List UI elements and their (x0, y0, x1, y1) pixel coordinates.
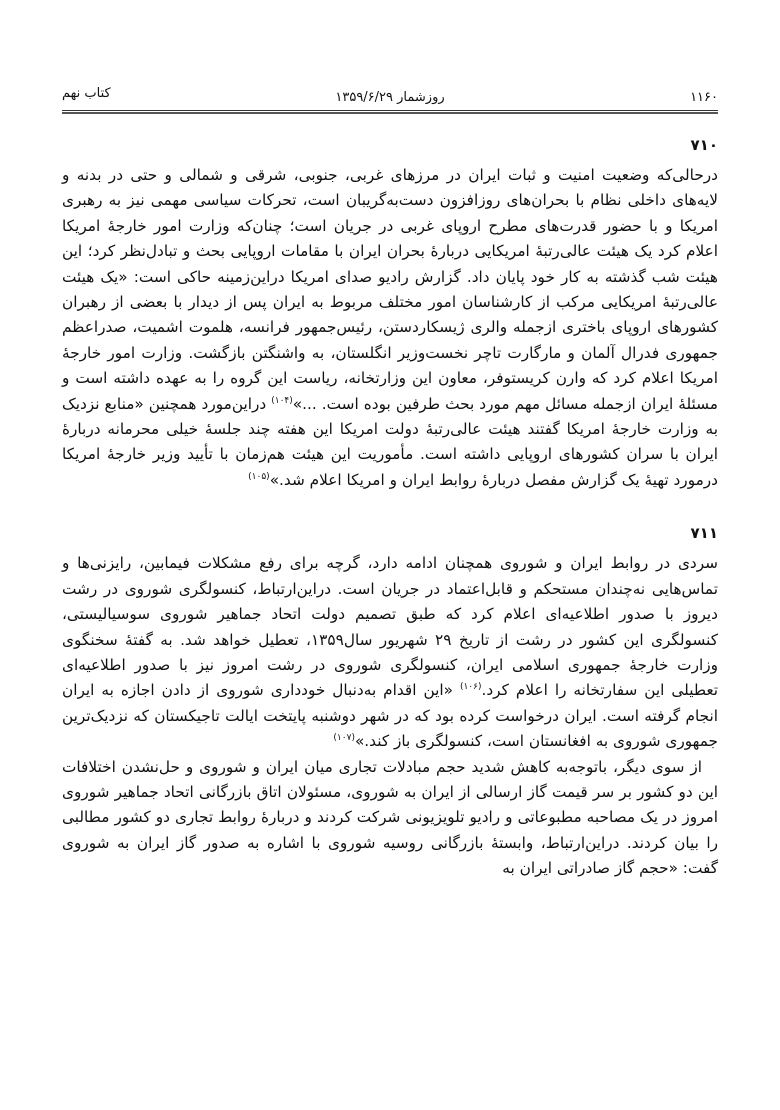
paragraph (62, 163, 718, 493)
document-page (62, 0, 718, 1110)
section-number: ۷۱۱ (690, 524, 718, 543)
paragraph-text: دراین‌مورد همچنین «منابع نزدیک به وزارت خارجهٔ امریکا گفتند هیئت عالی‌رتبهٔ دولت امریکا این هفته چند جلسهٔ خیلی محرمانه دربارهٔ ایران با سران کشورهای اروپایی داشته است. مأموریت این هیئت هم‌زمان با تأیید وزیر خارجهٔ امریکا درمورد تهیهٔ یک گزارش مفصل دربارهٔ روابط ایران و امریکا اعلام شد.» (62, 394, 718, 489)
paragraph-text: درحالی‌که وضعیت امنیت و ثبات ایران در مرزهای غربی، جنوبی، شرقی و شمالی و حتی در بدنه و لایه‌های داخلی نظام با بحران‌های روزافزون دست‌به‌گریبان است، تحرکات سیاسی مهمی نیز به رهبری امریکا و با حضور قدرت‌های مطرح اروپای غربی در جریان است؛ چنان‌که وزارت امور خارجهٔ امریکا اعلام کرد یک هیئت عالی‌رتبهٔ امریکایی دربارهٔ بحران ایران با مقامات اروپایی بحث و تبادل‌نظر کرد؛ این هیئت شب گذشته به کار خود پایان داد. گزارش رادیو صدای امریکا دراین‌زمینه حاکی است: «یک هیئت عالی‌رتبهٔ امریکایی مرکب از کارشناسان امور مختلف مربوط به ایران پس از دیدار با بعضی از رهبران کشورهای اروپای باختری ازجمله والری ژیسکاردستن، رئیس‌جمهور فرانسه، هلموت اشمیت، صدراعظم جمهوری فدرال آلمان و مارگارت تاچر نخست‌وزیر انگلستان، به واشنگتن بازگشت. وزارت امور خارجهٔ امریکا اعلام کرد که وارن کریستوفر، معاون این وزارتخانه، ریاست این گروه را به عهده داشته است و مسئلهٔ ایران ازجمله مسائل مهم مورد بحث طرفین بوده است. ...» (62, 166, 718, 413)
footnote-ref: (۱۰۷) (333, 733, 355, 744)
paragraph (62, 755, 718, 882)
section-number: ۷۱۰ (690, 136, 718, 154)
paragraph-text: «این اقدام به‌دنبال خودداری شوروی از دادن اجازه به ایران انجام گرفته است. ایران درخواست کرده بود که در شهر دوشنبه پایتخت ایالت تاجیکستان که نزدیک‌ترین جمهوری شوروی به افغانستان است، کنسولگری باز کند.» (62, 681, 718, 751)
header-rule (62, 110, 718, 114)
running-title: روزشمار ۱۳۵۹/۶/۲۹ (331, 90, 448, 105)
footnote-ref: (۱۰۴) (271, 395, 293, 406)
footnote-ref: (۱۰۶) (459, 682, 482, 693)
section-gap (62, 493, 718, 521)
paragraph (62, 551, 718, 754)
book-title: کتاب نهم (62, 86, 111, 101)
footnote-ref: (۱۰۵) (248, 471, 270, 482)
paragraph-text: سردی در روابط ایران و شوروی همچنان ادامه دارد، گرچه برای رفع مشکلات فیمابین، رایزنی‌ها و تماس‌هایی نه‌چندان مستحکم و قابل‌اعتماد در جریان است. دراین‌ارتباط، کنسولگری شوروی در رشت دیروز با صدور اطلاعیه‌ای اعلام کرد که طبق تصمیم دولت اتحاد جماهیر شوروی سوسیالیستی، کنسولگری این کشور در رشت از تاریخ ۲۹ شهریور سال۱۳۵۹، تعطیل خواهد شد. به گفتهٔ سخنگوی وزارت خارجهٔ جمهوری اسلامی ایران، کنسولگری شوروی در رشت امروز نیز با صدور اطلاعیه‌ای تعطیلی این سفارتخانه را اعلام کرد. (62, 554, 718, 700)
page-number: ۱۱۶۰ (690, 90, 718, 105)
page-body (62, 133, 718, 882)
paragraph-text: از سوی دیگر، باتوجه‌به کاهش شدید حجم مبادلات تجاری میان ایران و شوروی و حل‌نشدن اختلافات این دو کشور بر سر قیمت گاز ارسالی از ایران به شوروی، مسئولان اتاق بازرگانی اتحاد جماهیر شوروی امروز در یک مصاحبه مطبوعاتی و رادیو تلویزیونی شرکت کردند و دربارهٔ روابط تجاری دو کشور مطالبی را بیان کردند. دراین‌ارتباط، وابستهٔ بازرگانی روسیه شوروی با اشاره به صدور گاز ایران به شوروی گفت: «حجم گاز صادراتی ایران به (62, 757, 718, 878)
running-header (62, 86, 718, 116)
